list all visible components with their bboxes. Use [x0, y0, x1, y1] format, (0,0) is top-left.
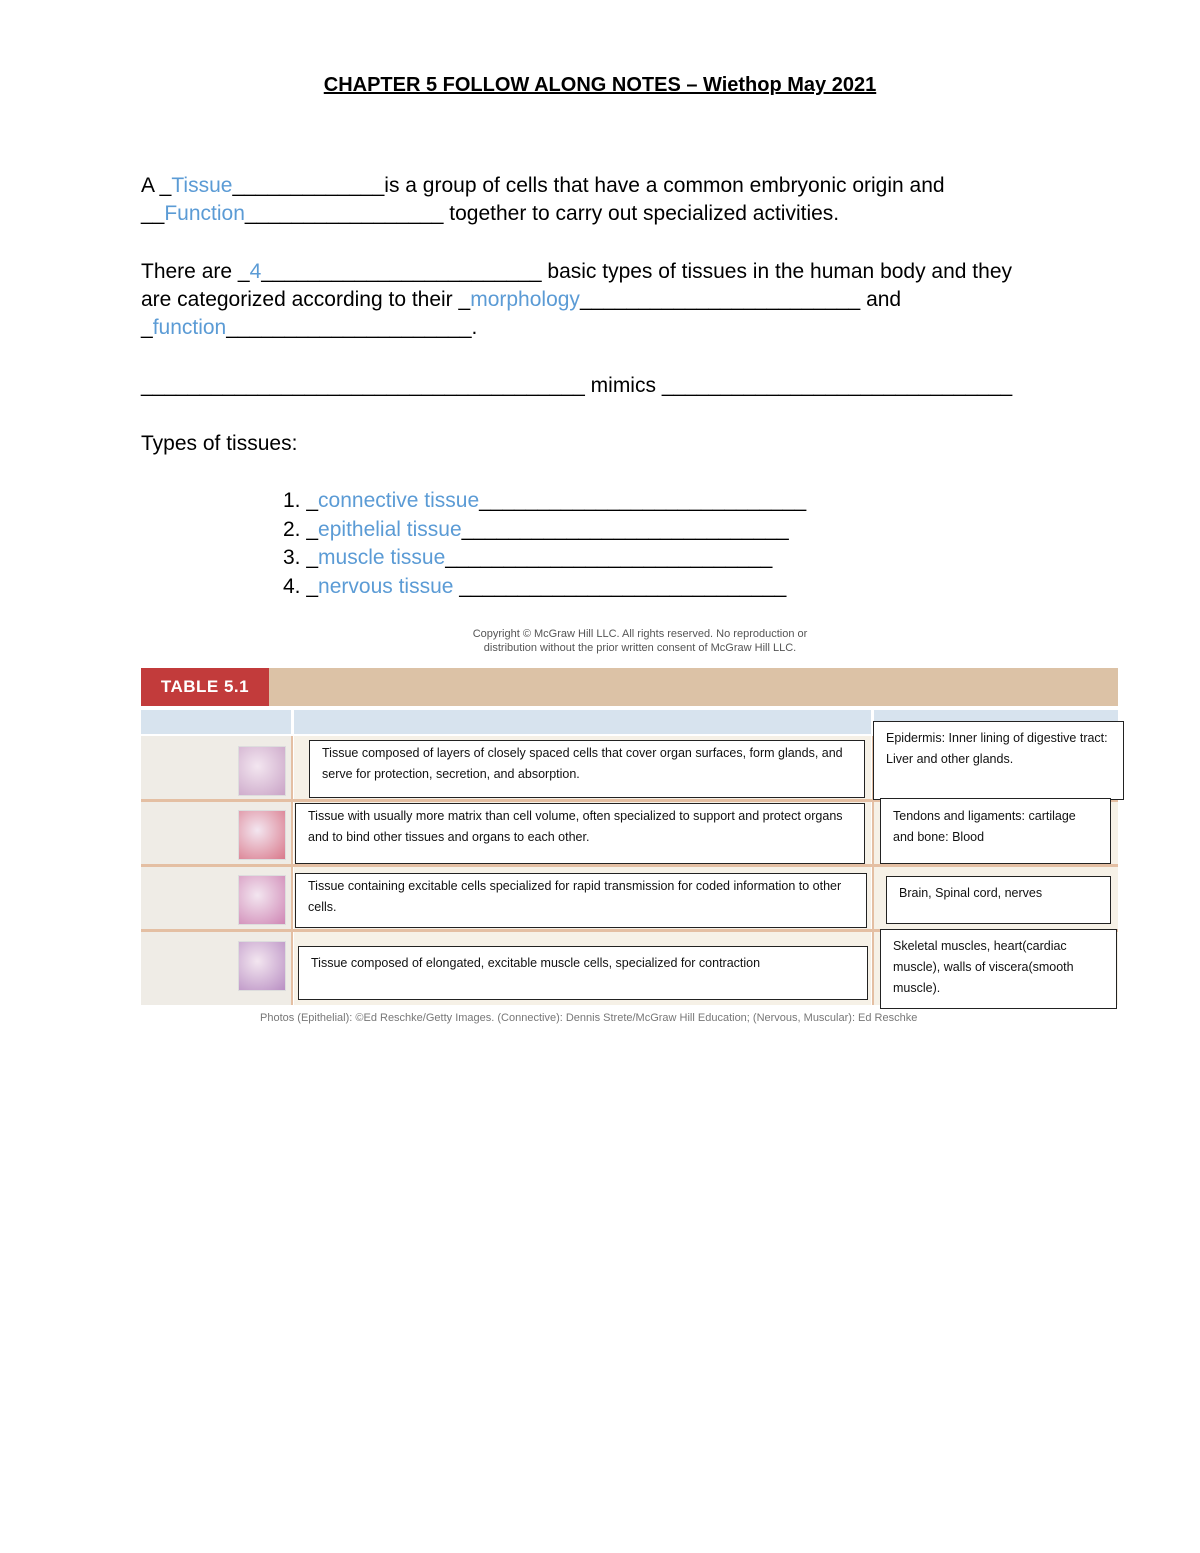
examples-box-muscle: Skeletal muscles, heart(cardiac muscle), walls of viscera(smooth muscle).	[880, 929, 1117, 1009]
examples-box-epithelial: Epidermis: Inner lining of digestive tract: Liver and other glands.	[873, 721, 1124, 800]
text: ________________________ and	[579, 288, 902, 311]
copyright-notice	[380, 627, 900, 655]
text: are categorized according to their _	[141, 288, 471, 311]
item-number: 3.	[283, 546, 301, 569]
paragraph-2-line-2	[141, 287, 901, 313]
text: ____________________________	[445, 546, 773, 569]
copyright-line-2: distribution without the prior written consent of McGraw Hill LLC.	[483, 642, 797, 654]
table-subheader	[141, 710, 291, 734]
text: _	[306, 518, 319, 541]
item-answer: nervous tissue	[318, 575, 454, 598]
nervous-tissue-image	[238, 875, 286, 925]
text: _	[306, 489, 319, 512]
answer-number: 4	[249, 260, 262, 283]
paragraph-1-line-2	[141, 201, 839, 227]
mimics-line	[141, 373, 1012, 399]
item-number: 4.	[283, 575, 301, 598]
table-label: TABLE 5.1	[141, 668, 269, 706]
list-item	[283, 517, 789, 543]
text: _	[306, 546, 319, 569]
text: _____________________.	[226, 316, 478, 339]
muscle-tissue-image	[238, 941, 286, 991]
text: __	[141, 202, 165, 225]
paragraph-1-line-1	[141, 173, 945, 199]
item-answer: connective tissue	[318, 489, 480, 512]
text: _________________ together to carry out specialized activities.	[244, 202, 840, 225]
epithelial-tissue-image	[238, 746, 286, 796]
item-answer: epithelial tissue	[318, 518, 462, 541]
text: ____________________________	[453, 575, 787, 598]
column-divider	[291, 736, 293, 1005]
description-box-muscle: Tissue composed of elongated, excitable muscle cells, specialized for contraction	[298, 946, 868, 1000]
text: A _	[141, 174, 172, 197]
list-item	[283, 574, 786, 600]
answer-function-2: function	[152, 316, 227, 339]
text: There are _	[141, 260, 250, 283]
text: ________________________ basic types of tissues in the human body and they	[261, 260, 1012, 283]
text: _	[306, 575, 319, 598]
paragraph-2-line-1	[141, 259, 1012, 285]
description-box-connective: Tissue with usually more matrix than cell volume, often specialized to support and protect organs and to bind other tissues and organs to each other.	[295, 803, 865, 864]
copyright-line-1: Copyright © McGraw Hill LLC. All rights reserved. No reproduction or	[472, 628, 808, 640]
paragraph-2-line-3	[141, 315, 477, 341]
table-header-bar	[141, 668, 1118, 706]
answer-morphology: morphology	[470, 288, 580, 311]
answer-function: Function	[164, 202, 245, 225]
blank-right: ______________________________	[661, 374, 1013, 397]
table-subheader	[294, 710, 871, 734]
text: _	[141, 316, 153, 339]
mimics-word: mimics	[590, 374, 656, 397]
list-item	[283, 545, 772, 571]
examples-box-nervous: Brain, Spinal cord, nerves	[886, 876, 1111, 924]
list-item	[283, 488, 806, 514]
examples-box-connective: Tendons and ligaments: cartilage and bone: Blood	[880, 798, 1111, 864]
item-number: 2.	[283, 518, 301, 541]
description-box-epithelial: Tissue composed of layers of closely spaced cells that cover organ surfaces, form glands, and serve for protection, secretion, and absorption.	[309, 740, 865, 798]
blank-left: ______________________________________	[141, 374, 585, 397]
item-answer: muscle tissue	[318, 546, 446, 569]
text: _____________is a group of cells that have a common embryonic origin and	[232, 174, 945, 197]
description-box-nervous: Tissue containing excitable cells specialized for rapid transmission for coded information to other cells.	[295, 873, 867, 928]
photo-credit: Photos (Epithelial): ©Ed Reschke/Getty Images. (Connective): Dennis Strete/McGraw Hill Education; (Nervous, Muscular): Ed Reschke	[260, 1012, 918, 1024]
item-number: 1.	[283, 489, 301, 512]
types-heading: Types of tissues:	[141, 432, 298, 455]
connective-tissue-image	[238, 810, 286, 860]
page-title: CHAPTER 5 FOLLOW ALONG NOTES – Wiethop May 2021	[323, 74, 877, 96]
answer-tissue: Tissue	[171, 174, 233, 197]
row-divider	[141, 864, 1118, 867]
text: ____________________________	[479, 489, 807, 512]
text: ____________________________	[461, 518, 789, 541]
